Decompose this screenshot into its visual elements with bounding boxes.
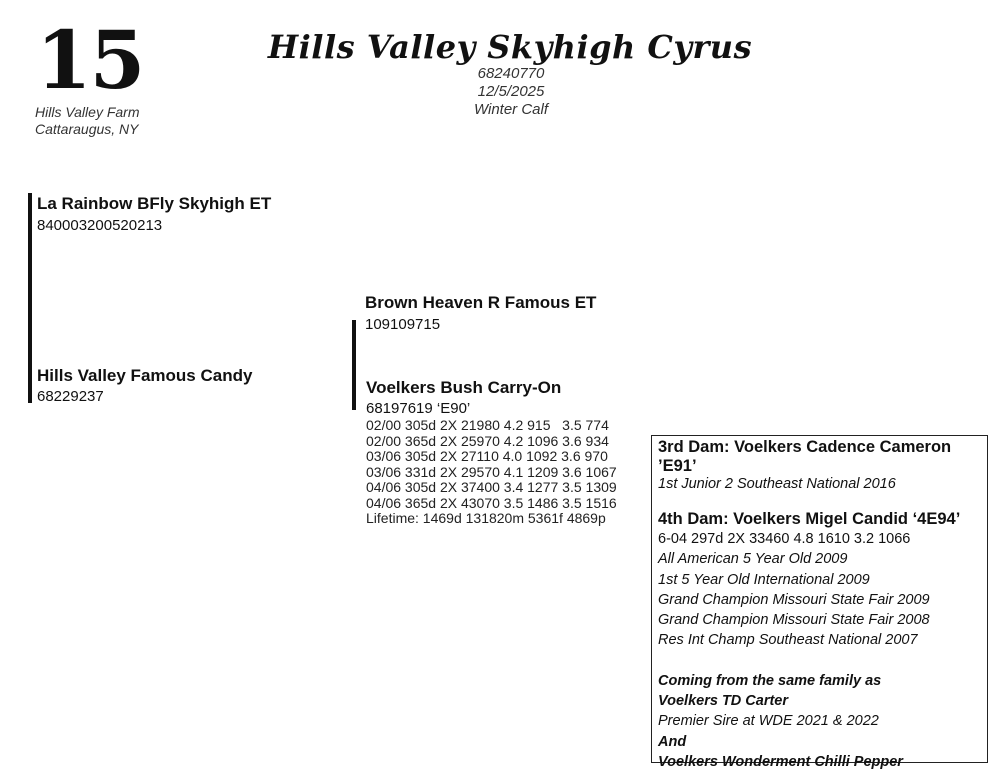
animal-class: Winter Calf bbox=[473, 101, 549, 118]
sire-id: 840003200520213 bbox=[37, 217, 163, 234]
family-member: Voelkers Wonderment Chilli Pepper bbox=[658, 753, 903, 770]
sire-name: La Rainbow BFly Skyhigh ET bbox=[37, 194, 272, 213]
animal-registration: 68240770 bbox=[477, 65, 545, 82]
fourth-dam-title: 4th Dam: Voelkers Migel Candid ‘4E94’ bbox=[658, 510, 961, 528]
fourth-dam-record: 6-04 297d 2X 33460 4.8 1610 3.2 1066 bbox=[658, 531, 911, 547]
family-member: Voelkers TD Carter bbox=[658, 693, 789, 710]
second-dam-records bbox=[366, 418, 617, 527]
family-intro: Coming from the same family as bbox=[658, 672, 882, 689]
farm-name: Hills Valley Farm bbox=[35, 104, 140, 120]
production-record: 02/00 305d 2X 21980 4.2 915 3.5 774 bbox=[366, 417, 609, 433]
production-record: 03/06 305d 2X 27110 4.0 1092 3.6 970 bbox=[366, 448, 608, 464]
dam-bracket-line bbox=[352, 320, 356, 410]
fourth-dam-award: 1st 5 Year Old International 2009 bbox=[658, 571, 870, 588]
fourth-dam-award: Grand Champion Missouri State Fair 2009 bbox=[658, 591, 930, 608]
second-dam-id: 68197619 ‘E90’ bbox=[366, 400, 471, 417]
fourth-dam-award: Res Int Champ Southeast National 2007 bbox=[658, 632, 918, 649]
fourth-dam-award: All American 5 Year Old 2009 bbox=[658, 551, 848, 568]
maternal-grandsire-id: 109109715 bbox=[365, 316, 441, 333]
production-record: 04/06 305d 2X 37400 3.4 1277 3.5 1309 bbox=[366, 479, 617, 495]
farm-location: Cattaraugus, NY bbox=[35, 121, 139, 137]
family-info-box bbox=[651, 435, 988, 770]
animal-name: Hills Valley Skyhigh Cyrus bbox=[267, 28, 753, 66]
production-record: 02/00 365d 2X 25970 4.2 1096 3.6 934 bbox=[366, 432, 609, 449]
sire-dam-bracket-line bbox=[28, 193, 32, 403]
dam-id: 68229237 bbox=[37, 388, 104, 405]
lifetime-record: Lifetime: 1469d 131820m 5361f 4869p bbox=[366, 510, 606, 526]
family-and: And bbox=[658, 733, 687, 750]
production-record: 04/06 365d 2X 43070 3.5 1486 3.5 1516 bbox=[366, 494, 617, 511]
dam-name: Hills Valley Famous Candy bbox=[37, 366, 253, 385]
production-record: 03/06 331d 2X 29570 4.1 1209 3.6 1067 bbox=[366, 463, 617, 480]
animal-birth-date: 12/5/2025 bbox=[477, 83, 545, 100]
third-dam-title: 3rd Dam: Voelkers Cadence Cameron ’E91’ bbox=[658, 438, 952, 475]
fourth-dam-award: Grand Champion Missouri State Fair 2008 bbox=[658, 612, 930, 629]
third-dam-note: 1st Junior 2 Southeast National 2016 bbox=[658, 476, 896, 492]
lot-number: 15 bbox=[36, 13, 144, 107]
family-member-note: Premier Sire at WDE 2021 & 2022 bbox=[658, 713, 879, 730]
second-dam-name: Voelkers Bush Carry-On bbox=[366, 378, 562, 397]
maternal-grandsire-name: Brown Heaven R Famous ET bbox=[365, 293, 597, 312]
